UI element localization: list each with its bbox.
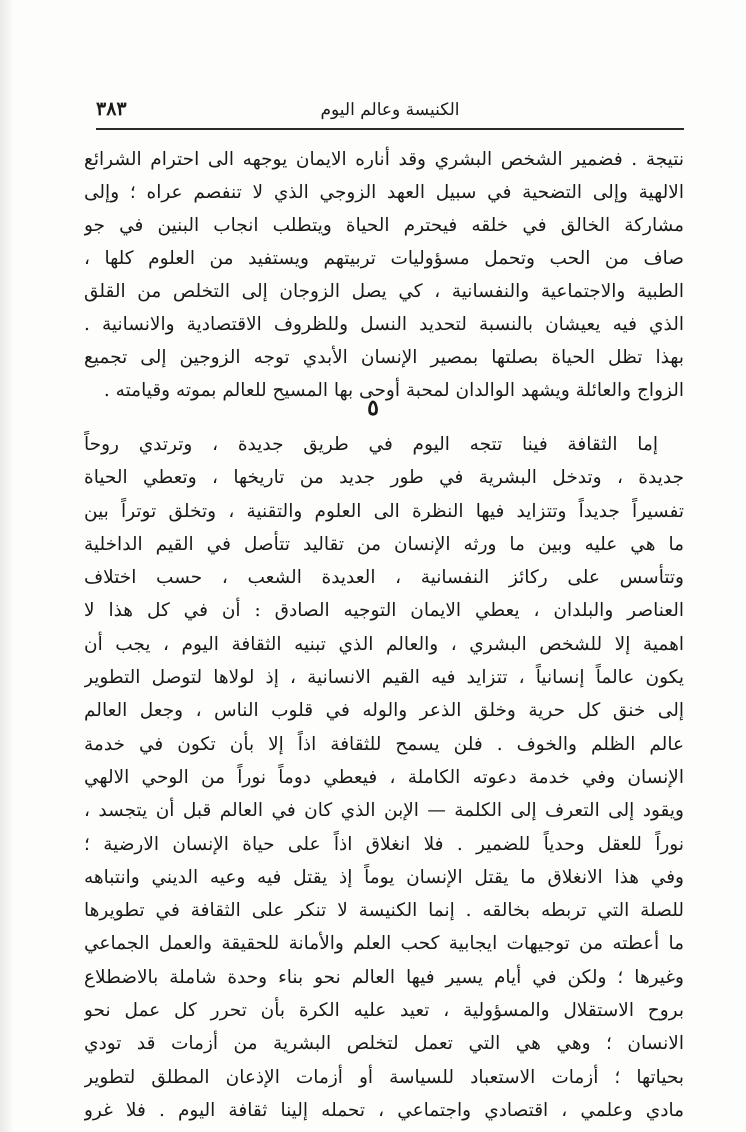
page-number: ٣٨٣ — [96, 98, 127, 120]
scan-edge-shadow — [0, 0, 14, 1132]
text-line: جديدة ، وتدخل البشرية في طور جديد من تاريخها ، وتعطي الحياة — [84, 467, 684, 489]
text-line: الطبية والاجتماعية والنفسانية ، كي يصل الزوجان إلى التخلص من القلق — [84, 281, 684, 302]
text-line: مشاركة الخالق في خلقه فيحترم الحياة ويتطلب انجاب البنين في جو — [84, 215, 684, 236]
text-line: ما أعطته من توجيهات ايجابية كحب العلم والأمانة للحقيقة والعمل الجماعي — [84, 933, 684, 955]
header-rule — [96, 128, 684, 130]
paragraph-2 — [84, 428, 684, 1127]
text-line: الالهية وإلى التضحية في سبيل العهد الزوجي الذي لا تنفصم عراه ؛ وإلى — [84, 182, 684, 203]
text-line: يكون عالماً إنسانياً ، تتزايد فيه القيم الانسانية ، إذ لولاها لتوصل التطوير — [84, 667, 684, 689]
running-header — [96, 96, 684, 130]
text-line: الذي فيه يعيشان بالنسبة لتحديد النسل وللظروف الاقتصادية والانسانية . — [84, 314, 684, 335]
text-line: وتتأسس على ركائز النفسانية ، العديدة الشعب ، حسب اختلاف — [84, 567, 684, 589]
text-line: بهذا تظل الحياة بصلتها بمصير الإنسان الأبدي توجه الزوجين إلى تجميع — [84, 347, 684, 368]
text-line: اهمية إلا للشخص البشري ، والعالم الذي تبنيه الثقافة اليوم ، يجب أن — [84, 633, 684, 655]
running-title: الكنيسة وعالم اليوم — [320, 100, 460, 120]
text-line: إلى خنق كل حرية وخلق الذعر والوله في قلوب الناس ، وجعل العالم — [84, 700, 684, 722]
text-line: للصلة التي تربطه بخالقه . إنما الكنيسة لا تنكر على الثقافة في تطويرها — [84, 900, 684, 922]
text-line: الزواج والعائلة ويشهد الوالدان لمحبة أوحى بها المسيح للعالم بموته وقيامته . — [103, 380, 684, 401]
text-line: الانسان ؛ وهي هي التي تعمل لتخلص البشرية من أزمات قد تودي — [84, 1033, 684, 1055]
text-line: نتيجة . فضمير الشخص البشري وقد أناره الايمان يوجهه الى احترام الشرائع — [84, 149, 684, 170]
text-line: عالم الظلم والخوف . فلن يسمح للثقافة اذاً إلا بأن تكون في خدمة — [84, 733, 684, 755]
text-line: إما الثقافة فينا تتجه اليوم في طريق جديدة ، وترتدي روحاً — [84, 434, 658, 455]
text-line: وغيرها ؛ ولكن في أيام يسير فيها العالم نحو بناء وحدة شاملة بالاضطلاع — [84, 966, 684, 988]
text-line: صاف من الحب وتحمل مسؤوليات تربيتهم ويستفيد من العلوم كلها ، — [84, 248, 684, 269]
text-line: ما هي عليه وبين ما ورثه الإنسان من تقاليد تتأصل في القيم الداخلية — [84, 533, 684, 555]
text-line: تفسيراً جديداً وتتزايد فيها النظرة الى العلوم والتقنية ، وتخلق توتراً بين — [84, 500, 684, 522]
section-number: ٥ — [367, 395, 379, 421]
text-line: الإنسان وفي خدمة دعوته الكاملة ، فيعطي دوماً نوراً من الوحي الالهي — [84, 766, 684, 788]
text-line: بروح الاستقلال والمسؤولية ، تعيد عليه الكرة بأن تحرر كل عمل نحو — [84, 1000, 684, 1022]
text-line: ويقود إلى التعرف إلى الكلمة — الإبن الذي كان في العالم قبل أن يتجسد ، — [84, 800, 684, 822]
text-line: بحياتها ؛ أزمات الاستعباد للسياسة أو أزمات الإذعان المطلق لتطوير — [84, 1066, 684, 1088]
text-line: نوراً للعقل وحدياً للضمير . فلا انغلاق اذاً على حياة الإنسان الارضية ؛ — [84, 833, 684, 855]
paragraph-1 — [84, 143, 684, 407]
text-line: العناصر والبلدان ، يعطي الايمان التوجيه الصادق : أن في كل هذا لا — [84, 600, 684, 622]
text-line: مادي وعلمي ، اقتصادي واجتماعي ، تحمله إلينا ثقافة اليوم . فلا غرو — [84, 1099, 684, 1121]
text-line: وفي هذا الانغلاق ما يقتل الإنسان يوماً إذ يقتل فيه وعيه الديني وانتباهه — [84, 866, 684, 888]
